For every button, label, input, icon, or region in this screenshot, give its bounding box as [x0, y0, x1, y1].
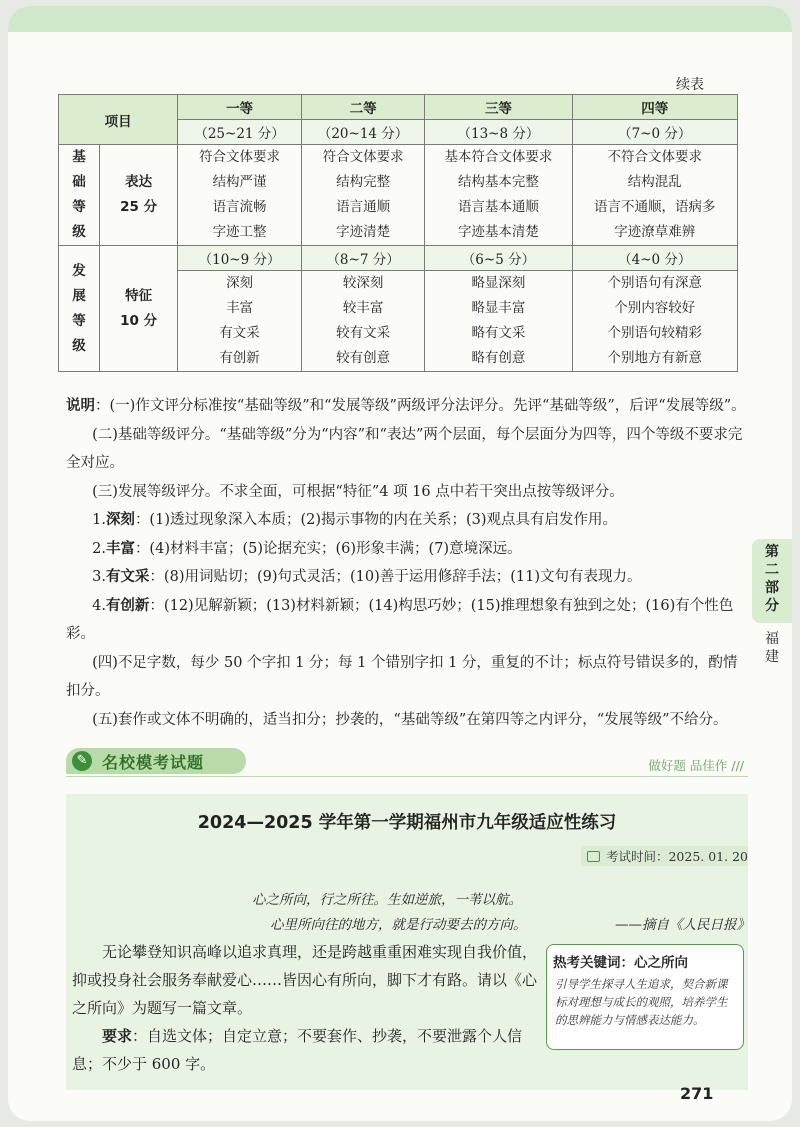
note-1-text: ：(一)作文评分标准按“基础等级”和“发展等级”两级评分法评分。先评“基础等级”，后评“发展等级”。 — [95, 398, 746, 414]
pen-icon: ✎ — [72, 751, 92, 771]
dev-range-3: （6~5 分） — [425, 246, 572, 271]
dev-char-1: 发 — [72, 262, 86, 279]
note-item-num: 1. — [92, 512, 106, 528]
keyword-heading: 热考关键词：心之所向 — [553, 955, 688, 971]
dev-dimension-name: 特征 — [125, 287, 153, 304]
requirements-text: ：自选文体；自定立意；不要套作、抄袭，不要泄露个人信息；不少于 600 字。 — [72, 1027, 523, 1073]
note-5: (五)套作或文体不明确的，适当扣分；抄袭的，“基础等级”在第四等之内评分，“发展等级”不给分。 — [92, 711, 728, 728]
section-tab — [752, 539, 792, 623]
dev-char-4: 级 — [72, 337, 86, 354]
dev-grade-4 — [572, 271, 737, 372]
grade-4-range: （7~0 分） — [572, 120, 737, 145]
criterion: 不符合文体要求 — [607, 149, 703, 165]
keyword-body: 引导学生探寻人生追求，契合新课标对理想与成长的观照，培养学生的思辨能力与情感表达能力。 — [555, 977, 728, 1027]
dev-dimension-score: 10 分 — [120, 312, 158, 329]
basic-char-1: 基 — [72, 149, 86, 165]
region-tab — [762, 630, 782, 666]
note-2: (二)基础等级评分。“基础等级”分为“内容”和“表达”两个层面，每个层面分为四等，四个等级不要求完全对应。 — [66, 426, 743, 471]
exam-date-text: 考试时间：2025. 01. 20 — [605, 849, 748, 864]
criterion: 结构基本完整 — [457, 174, 539, 190]
criterion: 个别语句较精彩 — [607, 325, 703, 341]
note-item-label: 有创新 — [105, 597, 150, 614]
basic-grade-1 — [178, 145, 302, 246]
page — [8, 6, 792, 1121]
criterion: 有创新 — [219, 350, 260, 366]
essay-prompt — [72, 938, 540, 1078]
dev-range-1: （10~9 分） — [178, 246, 302, 271]
criterion: 较有创意 — [336, 350, 391, 366]
continued-label: 续表 — [676, 77, 704, 93]
note-item-label: 深刻 — [105, 512, 135, 528]
note-item-label: 丰富 — [105, 540, 135, 557]
basic-char-4: 级 — [72, 224, 86, 240]
criterion: 字迹清楚 — [336, 224, 391, 240]
quote-line-1: 心之所向，行之所往。生如逆旅，一苇以航。 — [252, 892, 522, 908]
grade-1-range: （25~21 分） — [178, 120, 302, 145]
basic-dimension-name: 表达 — [125, 174, 153, 190]
banner-pill — [66, 748, 246, 774]
criterion: 符合文体要求 — [199, 149, 281, 165]
calendar-icon — [587, 851, 600, 862]
criterion: 个别地方有新意 — [607, 350, 703, 366]
note-item-text: ：(12)见解新颖；(13)材料新颖；(14)构思巧妙；(15)推理想象有独到之处；(16)有个性色彩。 — [66, 597, 734, 642]
dev-grade-1 — [178, 271, 302, 372]
note-3: (三)发展等级评分。不求全面，可根据“特征”4 项 16 点中若干突出点按等级评分。 — [92, 483, 624, 500]
note-item-2 — [66, 535, 748, 564]
note-item-num: 2. — [92, 540, 106, 557]
criterion: 基本符合文体要求 — [444, 149, 553, 165]
grade-3-name: 三等 — [425, 95, 572, 120]
grade-3-range: （13~8 分） — [425, 120, 572, 145]
criterion: 结构完整 — [336, 174, 391, 190]
requirements-label: 要求 — [102, 1027, 133, 1045]
basic-level-label — [59, 145, 100, 246]
criterion: 有文采 — [219, 325, 260, 341]
section-tab-char: 第 — [765, 544, 779, 560]
criterion: 深刻 — [226, 275, 254, 291]
criterion: 结构混乱 — [627, 174, 682, 190]
requirements — [72, 1022, 540, 1078]
note-item-text: ：(8)用词贴切；(9)句式灵活；(10)善于运用修辞手法；(11)文句有表现力。 — [149, 569, 642, 585]
criterion: 较有文采 — [336, 325, 391, 341]
region-tab-char: 建 — [765, 649, 779, 665]
criterion: 略有文采 — [471, 325, 526, 341]
scoring-table — [58, 94, 738, 372]
quote-source: ——摘自《人民日报》 — [615, 917, 750, 933]
section-tab-char: 二 — [765, 562, 779, 578]
criterion: 略显丰富 — [471, 300, 526, 316]
basic-char-2: 础 — [72, 174, 86, 190]
criterion: 略有创意 — [471, 350, 526, 366]
banner-slogan — [648, 756, 744, 774]
criterion: 结构严谨 — [212, 174, 267, 190]
criterion: 略显深刻 — [471, 275, 526, 291]
dev-dimension — [100, 246, 178, 372]
quote-line-2 — [270, 913, 750, 933]
basic-grade-2 — [301, 145, 425, 246]
region-tab-char: 福 — [765, 631, 779, 647]
criterion: 较丰富 — [342, 300, 384, 316]
note-item-3 — [66, 563, 748, 592]
dev-range-4: （4~0 分） — [572, 246, 737, 271]
basic-char-3: 等 — [72, 199, 86, 215]
criterion: 语言基本通顺 — [457, 199, 539, 215]
criterion: 丰富 — [226, 300, 254, 316]
criterion: 较深刻 — [342, 275, 384, 291]
page-top-band — [8, 6, 792, 32]
note-item-label: 有文采 — [105, 569, 150, 585]
banner-slogan-text: 做好题 品佳作 — [648, 758, 728, 773]
basic-dimension — [100, 145, 178, 246]
dev-level-label — [59, 246, 100, 372]
note-item-num: 4. — [92, 597, 106, 614]
section-tab-char: 部 — [765, 580, 779, 596]
notes-label: 说明 — [66, 398, 95, 414]
criterion: 字迹潦草难辨 — [614, 224, 696, 240]
section-tab-char: 分 — [765, 598, 779, 614]
grade-2-range: （20~14 分） — [301, 120, 425, 145]
criterion: 个别语句有深意 — [607, 275, 703, 291]
page-number: 271 — [680, 1084, 714, 1103]
note-item-4 — [66, 592, 748, 649]
grade-2-name: 二等 — [301, 95, 425, 120]
criterion: 符合文体要求 — [322, 149, 404, 165]
quote-line-2-text: 心里所向往的地方，就是行动要去的方向。 — [270, 917, 527, 933]
basic-dimension-score: 25 分 — [120, 199, 158, 215]
dev-grade-2 — [301, 271, 425, 372]
basic-grade-3 — [425, 145, 572, 246]
dev-grade-3 — [425, 271, 572, 372]
slash-marks-icon: /// — [731, 758, 744, 773]
criterion: 语言流畅 — [212, 199, 267, 215]
criterion: 语言不通顺，语病多 — [594, 199, 716, 215]
criterion: 字迹工整 — [212, 224, 267, 240]
criterion: 个别内容较好 — [614, 300, 696, 316]
note-item-num: 3. — [92, 569, 106, 585]
grade-4-name: 四等 — [572, 95, 737, 120]
item-header: 项目 — [59, 95, 178, 145]
keyword-box — [546, 944, 744, 1050]
banner-title: 名校模考试题 — [102, 753, 205, 772]
exam-date — [581, 846, 748, 866]
note-4: (四)不足字数，每少 50 个字扣 1 分；每 1 个错别字扣 1 分，重复的不计；标点符号错误多的，酌情扣分。 — [66, 654, 738, 699]
note-item-text: ：(4)材料丰富；(5)论据充实；(6)形象丰满；(7)意境深远。 — [134, 540, 522, 557]
dev-char-2: 展 — [72, 287, 86, 304]
grade-1-name: 一等 — [178, 95, 302, 120]
note-item-1 — [66, 506, 748, 535]
exam-title: 2024—2025 学年第一学期福州市九年级适应性练习 — [197, 813, 617, 833]
criterion: 字迹基本清楚 — [457, 224, 539, 240]
exam-box — [66, 794, 748, 1090]
prompt-paragraph: 无论攀登知识高峰以追求真理，还是跨越重重困难实现自我价值，抑或投身社会服务奉献爱心……皆因心有所向，脚下才有路。请以《心之所向》为题写一篇文章。 — [72, 943, 538, 1017]
criterion: 语言通顺 — [336, 199, 391, 215]
scoring-notes — [66, 392, 748, 734]
basic-grade-4 — [572, 145, 737, 246]
section-banner — [66, 748, 748, 777]
note-1 — [66, 392, 748, 421]
dev-char-3: 等 — [72, 312, 86, 329]
dev-range-2: （8~7 分） — [301, 246, 425, 271]
note-item-text: ：(1)透过现象深入本质；(2)揭示事物的内在关系；(3)观点具有启发作用。 — [134, 512, 618, 528]
